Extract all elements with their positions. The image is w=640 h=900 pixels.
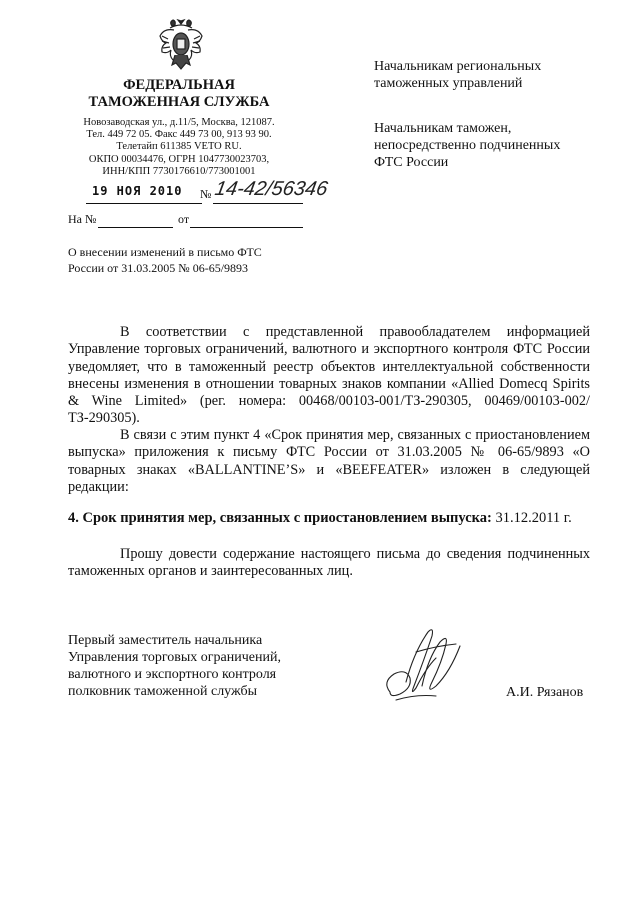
position-line: Первый заместитель начальника — [68, 633, 263, 648]
recipient-line: таможенных управлений — [374, 76, 523, 91]
body-paragraph-2: В связи с этим пункт 4 «Срок принятия мер, связанных с приостановлением выпуска» приложения к письму ФТС России от 31.03.2005 № 06-65/9893 «О товарных знаках «BALLANTINE’S» и «BEEFEATER» изложен в следующей редакции: — [68, 427, 590, 495]
item-4-heading: 4. Срок принятия мер, связанных с приостановлением выпуска: — [68, 510, 492, 526]
recipient-line: непосредственно подчиненных — [374, 138, 561, 153]
reference-date-underline — [190, 227, 303, 228]
org-name-line2: ТАМОЖЕННАЯ СЛУЖБА — [88, 94, 270, 110]
registration-number: 14-42/56346 — [213, 178, 330, 200]
registration-date-stamp: 19 НОЯ 2010 — [92, 184, 183, 198]
recipient-block-2 — [374, 120, 560, 171]
address-line: Тел. 449 72 05. Факс 449 73 00, 913 93 90. — [86, 129, 272, 141]
reference-number-label: На № — [68, 212, 97, 226]
org-address-block — [60, 117, 298, 178]
signatory-position — [68, 632, 281, 700]
coat-of-arms-icon — [158, 18, 204, 72]
signatory-name: А.И. Рязанов — [506, 685, 584, 700]
registration-number-sign: № — [200, 187, 212, 201]
handwritten-signature-icon — [376, 622, 476, 718]
recipient-block-1 — [374, 58, 541, 92]
address-line: ОКПО 00034476, ОГРН 1047730023703, — [88, 153, 270, 165]
number-underline — [213, 203, 303, 204]
org-name-line1: ФЕДЕРАЛЬНАЯ — [123, 77, 235, 93]
address-line: ИНН/КПП 7730176610/773001001 — [102, 165, 256, 177]
address-line: Телетайп 611385 VETO RU. — [116, 141, 242, 153]
body-paragraph-3: Прошу довести содержание настоящего письма до сведения подчиненных таможенных органов и заинтересованных лиц. — [68, 546, 590, 580]
recipient-line: ФТС России — [374, 155, 449, 170]
position-line: полковник таможенной службы — [68, 684, 258, 699]
subject-line: России от 31.03.2005 № 06-65/9893 — [68, 261, 249, 275]
letter-subject — [68, 244, 308, 276]
body-paragraph-1: В соответствии с представленной правообладателем информацией Управление торговых ограничений, валютного и экспортного контроля ФТС России уведомляет, что в таможенный реестр объектов интеллектуальной собственности внесены изменения в отношении товарных знаков компании «Allied Domecq Spirits & Wine Limited» (рег. номера: 00468/00103-001/ТЗ-290305, 00469/00103-002/ТЗ-290305). — [68, 324, 590, 427]
item-4-statement — [68, 510, 572, 527]
reference-number-underline — [98, 227, 173, 228]
recipient-line: Начальникам таможен, — [374, 121, 512, 136]
position-line: Управления торговых ограничений, — [68, 650, 281, 665]
subject-line: О внесении изменений в письмо ФТС — [68, 245, 262, 259]
item-4-date: 31.12.2011 г. — [491, 510, 572, 526]
date-underline — [86, 203, 202, 204]
address-line: Новозаводская ул., д.11/5, Москва, 121087. — [83, 117, 275, 128]
recipient-line: Начальникам региональных — [374, 59, 542, 74]
reference-date-label: от — [178, 212, 190, 226]
position-line: валютного и экспортного контроля — [68, 667, 277, 682]
